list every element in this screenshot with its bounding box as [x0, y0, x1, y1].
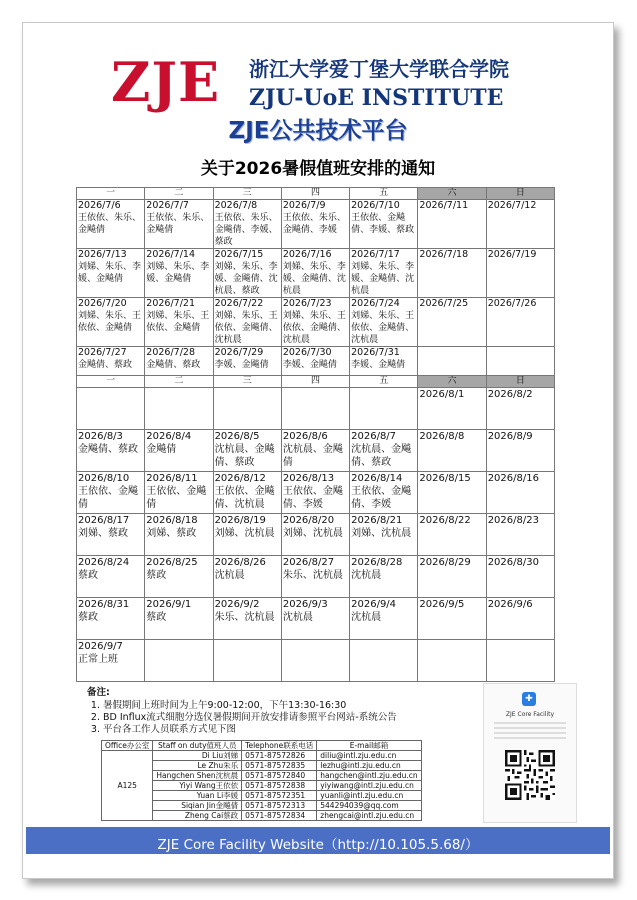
calendar-day-cell [145, 640, 213, 682]
calendar-day-cell [77, 249, 145, 298]
notes-list [87, 700, 397, 736]
staff-phone: 0571-87572838 [242, 781, 317, 791]
calendar-date: 2026/8/4 [146, 431, 192, 442]
calendar-date: 2026/8/24 [78, 557, 130, 568]
calendar-day-cell [213, 298, 281, 347]
weekday-header: 四 [281, 376, 349, 388]
duty-staff-names: 沈杭晨、金飚倩、蔡政 [214, 444, 275, 468]
calendar-week-row [77, 598, 555, 640]
calendar-date: 2026/7/11 [419, 200, 469, 211]
calendar-date: 2026/8/12 [214, 473, 266, 484]
qr-card-text-placeholder [494, 722, 566, 742]
calendar-date: 2026/9/3 [282, 599, 328, 610]
calendar-day-cell [145, 430, 213, 472]
calendar-date: 2026/8/31 [78, 599, 130, 610]
platform-title: ZJE公共技术平台 [228, 118, 408, 144]
calendar-date: 2026/8/29 [419, 557, 471, 568]
duty-staff-names: 王依依、朱乐、金飚倩、李媛、蔡政 [214, 213, 278, 247]
weekday-header: 五 [350, 376, 418, 388]
staff-phone: 0571-87572826 [242, 751, 317, 761]
calendar-date: 2026/7/26 [487, 298, 537, 309]
institute-name-cn: 浙江大学爱丁堡大学联合学院 [249, 57, 509, 81]
calendar-date: 2026/8/25 [146, 557, 198, 568]
calendar-date: 2026/7/24 [351, 298, 400, 309]
calendar-day-cell [281, 598, 349, 640]
calendar-date: 2026/8/9 [487, 431, 533, 442]
calendar-date: 2026/7/7 [146, 200, 189, 211]
staff-email[interactable]: zhengcai@intl.zju.edu.cn [317, 811, 421, 821]
weekday-header: 四 [281, 188, 349, 200]
duty-staff-names: 王依依、朱乐、金飚倩 [146, 213, 210, 235]
calendar-day-cell [77, 598, 145, 640]
duty-staff-names: 沈杭晨、金飚倩、蔡政 [351, 444, 412, 468]
calendar-day-cell [281, 298, 349, 347]
duty-staff-names: 李媛、金飚倩 [214, 360, 269, 370]
calendar-day-cell [77, 388, 145, 430]
calendar-date: 2026/7/22 [214, 298, 264, 309]
duty-staff-names: 刘娣、朱乐、李媛、金飚倩、沈杭晨 [351, 262, 415, 296]
calendar-day-cell [213, 249, 281, 298]
calendar-date: 2026/7/16 [282, 249, 332, 260]
staff-phone: 0571-87572313 [242, 801, 317, 811]
calendar-day-cell [486, 640, 554, 682]
office-cell: A125 [102, 751, 153, 821]
calendar-date: 2026/8/17 [78, 515, 130, 526]
duty-staff-names: 刘娣、朱乐、王依依、金飚倩 [146, 311, 210, 333]
staff-phone: 0571-87572840 [242, 771, 317, 781]
staff-phone: 0571-87572351 [242, 791, 317, 801]
calendar-day-cell [350, 598, 418, 640]
staff-email[interactable]: lezhu@intl.zju.edu.cn [317, 761, 421, 771]
duty-staff-names: 蔡政 [146, 570, 167, 581]
duty-staff-names: 蔡政 [78, 612, 98, 623]
calendar-week-row [77, 200, 555, 249]
calendar-day-cell [281, 640, 349, 682]
institute-name-en: ZJU-UoE INSTITUTE [249, 85, 504, 111]
calendar-day-cell [77, 640, 145, 682]
calendar-day-cell [145, 514, 213, 556]
weekday-header-weekend: 六 [418, 188, 486, 200]
calendar-date: 2026/8/8 [419, 431, 465, 442]
calendar-day-cell [145, 598, 213, 640]
calendar-date: 2026/7/28 [146, 347, 195, 358]
calendar-day-cell [418, 388, 486, 430]
calendar-date: 2026/7/25 [419, 298, 469, 309]
calendar-day-cell [418, 249, 486, 298]
staff-header-row [102, 741, 422, 751]
staff-name: Siqian Jin金飚倩 [153, 801, 242, 811]
staff-row [102, 751, 422, 761]
duty-staff-names: 刘娣、沈杭晨 [282, 528, 343, 539]
calendar-week-row [77, 249, 555, 298]
calendar-date: 2026/7/21 [146, 298, 195, 309]
weekday-header: 一 [77, 376, 145, 388]
calendar-day-cell [281, 200, 349, 249]
calendar-day-cell [350, 430, 418, 472]
calendar-day-cell [213, 472, 281, 514]
weekday-header-weekend: 日 [486, 376, 554, 388]
calendar-day-cell [350, 472, 418, 514]
calendar-date: 2026/9/1 [146, 599, 192, 610]
duty-staff-names: 李媛、金飚倩 [351, 360, 406, 370]
calendar-date: 2026/8/28 [351, 557, 403, 568]
calendar-day-cell [213, 200, 281, 249]
calendar-day-cell [213, 514, 281, 556]
weekday-header: 五 [350, 188, 418, 200]
note-item: 1. 暑假期间上班时间为上午9:00-12:00，下午13:30-16:30 [103, 700, 397, 712]
duty-staff-names: 刘娣、沈杭晨 [351, 528, 412, 539]
calendar-day-cell [418, 472, 486, 514]
calendar-day-cell [77, 556, 145, 598]
calendar-date: 2026/9/6 [487, 599, 533, 610]
calendar-day-cell [350, 249, 418, 298]
duty-staff-names: 刘娣、朱乐、李媛、金飚倩 [78, 262, 142, 284]
calendar-date: 2026/7/14 [146, 249, 195, 260]
calendar-date: 2026/9/4 [351, 599, 397, 610]
duty-staff-names: 沈杭晨 [351, 612, 382, 623]
staff-header: E-mail邮箱 [317, 741, 421, 751]
calendar-date: 2026/7/30 [282, 347, 332, 358]
staff-phone: 0571-87572835 [242, 761, 317, 771]
staff-email[interactable]: diliu@intl.zju.edu.cn [317, 751, 421, 761]
calendar-date: 2026/8/30 [487, 557, 539, 568]
staff-name: Zheng Cai蔡政 [153, 811, 242, 821]
calendar-day-cell [213, 640, 281, 682]
calendar-day-cell [213, 556, 281, 598]
calendar-day-cell [486, 200, 554, 249]
calendar-day-cell [418, 556, 486, 598]
calendar-date: 2026/8/1 [419, 389, 465, 400]
calendar-date: 2026/8/26 [214, 557, 266, 568]
calendar-day-cell [418, 640, 486, 682]
calendar-day-cell [281, 249, 349, 298]
calendar-day-cell [281, 514, 349, 556]
staff-header: Office办公室 [102, 741, 153, 751]
duty-staff-names: 刘娣、蔡政 [78, 528, 128, 539]
duty-staff-names: 刘娣、朱乐、王依依、金飚倩 [78, 311, 142, 333]
facility-app-icon: ✚ [522, 692, 536, 706]
weekday-header: 二 [145, 376, 213, 388]
duty-staff-names: 王依依、金飚倩 [146, 486, 207, 510]
staff-email[interactable]: 544294039@qq.com [317, 801, 421, 811]
calendar-day-cell [77, 298, 145, 347]
calendar-day-cell [486, 249, 554, 298]
staff-header: Telephone联系电话 [242, 741, 317, 751]
calendar-week-row [77, 298, 555, 347]
staff-email[interactable]: yuanli@intl.zju.edu.cn [317, 791, 421, 801]
note-item: 3. 平台各工作人员联系方式见下图 [103, 724, 397, 736]
weekday-header: 三 [213, 376, 281, 388]
duty-staff-names: 蔡政 [78, 570, 98, 581]
duty-staff-names: 金飚倩 [146, 444, 177, 455]
duty-staff-names: 沈杭晨 [351, 570, 382, 581]
calendar-day-cell [486, 430, 554, 472]
weekday-header-row [77, 188, 555, 200]
calendar-day-cell [418, 514, 486, 556]
duty-staff-names: 王依依、朱乐、金飚倩、李媛 [282, 213, 346, 235]
duty-staff-names: 李媛、金飚倩 [282, 360, 337, 370]
calendar-date: 2026/7/27 [78, 347, 127, 358]
calendar-date: 2026/8/5 [214, 431, 260, 442]
calendar-date: 2026/9/5 [419, 599, 465, 610]
weekday-header-weekend: 六 [418, 376, 486, 388]
calendar-day-cell [486, 598, 554, 640]
calendar-date: 2026/8/20 [282, 515, 335, 526]
calendar-date: 2026/8/22 [419, 515, 471, 526]
calendar-week-row [77, 514, 555, 556]
calendar-date: 2026/7/9 [282, 200, 326, 211]
calendar-date: 2026/8/13 [282, 473, 335, 484]
calendar-date: 2026/8/2 [487, 389, 533, 400]
duty-staff-names: 刘娣、沈杭晨 [214, 528, 275, 539]
calendar-day-cell [281, 430, 349, 472]
weekday-header-weekend: 日 [486, 188, 554, 200]
calendar-date: 2026/8/23 [487, 515, 539, 526]
calendar-day-cell [418, 200, 486, 249]
calendar-day-cell [77, 200, 145, 249]
duty-staff-names: 刘娣、朱乐、王依依、金飚倩、沈杭晨 [351, 311, 415, 345]
zje-logo: ZJE [111, 50, 221, 114]
calendar-day-cell [281, 472, 349, 514]
staff-header: Staff on duty值班人员 [153, 741, 242, 751]
duty-staff-names: 刘娣、朱乐、李媛、金飚倩、沈杭晨 [282, 262, 346, 296]
calendar-date: 2026/7/23 [282, 298, 332, 309]
calendar-day-cell [145, 249, 213, 298]
calendar-date: 2026/8/3 [78, 431, 123, 442]
calendar-day-cell [486, 298, 554, 347]
calendar-week-row [77, 556, 555, 598]
duty-staff-names: 刘娣、蔡政 [146, 528, 197, 539]
weekday-header-row [77, 376, 555, 388]
calendar-date: 2026/8/11 [146, 473, 198, 484]
calendar-date: 2026/7/6 [78, 200, 121, 211]
calendar-day-cell [350, 388, 418, 430]
duty-staff-names: 王依依、朱乐、金飚倩 [78, 213, 142, 235]
duty-staff-names: 蔡政 [146, 612, 167, 623]
qr-card-title: ZJE Core Facility [505, 711, 555, 718]
qr-card [483, 683, 577, 823]
calendar-date: 2026/7/8 [214, 200, 258, 211]
duty-staff-names: 王依依、金飚倩 [78, 486, 138, 510]
footer-banner [26, 827, 610, 854]
calendar-day-cell [350, 200, 418, 249]
duty-staff-names: 朱乐、沈杭晨 [214, 612, 275, 623]
duty-staff-names: 王依依、金飚倩、李媛 [351, 486, 412, 510]
calendar-date: 2026/7/12 [487, 200, 537, 211]
calendar-day-cell [213, 430, 281, 472]
notice-title: 关于2026暑假值班安排的通知 [200, 159, 436, 179]
staff-contact-table [101, 740, 422, 821]
calendar-date: 2026/7/18 [419, 249, 469, 260]
calendar-date: 2026/9/2 [214, 599, 260, 610]
calendar-day-cell [486, 472, 554, 514]
calendar-day-cell [145, 472, 213, 514]
duty-staff-names: 朱乐、沈杭晨 [282, 570, 343, 581]
duty-staff-names: 沈杭晨、金飚倩 [282, 444, 343, 468]
calendar-date: 2026/9/7 [78, 641, 123, 652]
staff-name: Yuan Li李媛 [153, 791, 242, 801]
calendar-day-cell [77, 514, 145, 556]
duty-staff-names: 刘娣、朱乐、李媛、金飚倩 [146, 262, 210, 284]
calendar-day-cell [350, 298, 418, 347]
notice-page [22, 22, 614, 879]
weekday-header: 三 [213, 188, 281, 200]
calendar-date: 2026/8/18 [146, 515, 198, 526]
calendar-date: 2026/8/6 [282, 431, 328, 442]
calendar-day-cell [281, 556, 349, 598]
calendar-day-cell [418, 598, 486, 640]
staff-name: Yiyi Wang王依依 [153, 781, 242, 791]
calendar-week-row [77, 430, 555, 472]
calendar-day-cell [213, 598, 281, 640]
calendar-week-row [77, 388, 555, 430]
calendar-date: 2026/8/10 [78, 473, 130, 484]
staff-phone: 0571-87572834 [242, 811, 317, 821]
calendar-week-row [77, 472, 555, 514]
calendar-date: 2026/7/13 [78, 249, 127, 260]
staff-email[interactable]: yiyiwang@intl.zju.edu.cn [317, 781, 421, 791]
august-duty-calendar [76, 375, 555, 682]
calendar-date: 2026/8/27 [282, 557, 335, 568]
calendar-day-cell [418, 430, 486, 472]
duty-staff-names: 正常上班 [78, 654, 118, 665]
weekday-header: 一 [77, 188, 145, 200]
calendar-date: 2026/8/21 [351, 515, 403, 526]
calendar-day-cell [145, 556, 213, 598]
calendar-date: 2026/7/20 [78, 298, 127, 309]
duty-staff-names: 沈杭晨 [214, 570, 245, 581]
duty-staff-names: 金飚倩、蔡政 [78, 444, 138, 455]
staff-name: Hangchen Shen沈杭晨 [153, 771, 242, 781]
notes-heading: 备注: [87, 687, 110, 698]
qr-code-icon [505, 750, 555, 800]
calendar-date: 2026/8/14 [351, 473, 403, 484]
calendar-day-cell [486, 388, 554, 430]
calendar-date: 2026/8/7 [351, 431, 397, 442]
weekday-header: 二 [145, 188, 213, 200]
calendar-date: 2026/7/31 [351, 347, 400, 358]
duty-staff-names: 王依依、金飚倩、李媛、蔡政 [351, 213, 415, 235]
calendar-day-cell [486, 556, 554, 598]
note-item: 2. BD Influx流式细胞分选仪暑假期间开放安排请参照平台网站-系统公告 [103, 712, 397, 724]
duty-staff-names: 金飚倩、蔡政 [146, 360, 201, 370]
calendar-date: 2026/8/15 [419, 473, 471, 484]
duty-staff-names: 刘娣、朱乐、李媛、金飚倩、沈杭晨、蔡政 [214, 262, 278, 296]
july-duty-calendar [76, 187, 555, 388]
calendar-date: 2026/7/29 [214, 347, 264, 358]
duty-staff-names: 刘娣、朱乐、王依依、金飚倩、沈杭晨 [214, 311, 278, 345]
calendar-day-cell [486, 514, 554, 556]
calendar-date: 2026/7/19 [487, 249, 537, 260]
calendar-week-row [77, 640, 555, 682]
staff-name: Le Zhu朱乐 [153, 761, 242, 771]
calendar-day-cell [145, 298, 213, 347]
calendar-date: 2026/8/16 [487, 473, 539, 484]
calendar-day-cell [145, 200, 213, 249]
notes-section [87, 687, 397, 736]
calendar-day-cell [350, 556, 418, 598]
calendar-day-cell [350, 640, 418, 682]
duty-staff-names: 刘娣、朱乐、王依依、金飚倩、沈杭晨 [282, 311, 346, 345]
duty-staff-names: 王依依、金飚倩、沈杭晨 [214, 486, 275, 510]
calendar-day-cell [213, 388, 281, 430]
calendar-date: 2026/7/17 [351, 249, 400, 260]
duty-staff-names: 王依依、金飚倩、李媛 [282, 486, 343, 510]
duty-staff-names: 金飚倩、蔡政 [78, 360, 133, 370]
calendar-day-cell [77, 472, 145, 514]
calendar-day-cell [418, 298, 486, 347]
duty-staff-names: 沈杭晨 [282, 612, 313, 623]
staff-name: Di Liu刘娣 [153, 751, 242, 761]
calendar-date: 2026/7/10 [351, 200, 400, 211]
calendar-day-cell [350, 514, 418, 556]
calendar-date: 2026/8/19 [214, 515, 266, 526]
calendar-day-cell [145, 388, 213, 430]
staff-email[interactable]: hangchen@intl.zju.edu.cn [317, 771, 421, 781]
calendar-date: 2026/7/15 [214, 249, 264, 260]
calendar-day-cell [77, 430, 145, 472]
footer-website-link[interactable]: ZJE Core Facility Website（http://10.105.5.68/） [157, 837, 479, 853]
calendar-day-cell [281, 388, 349, 430]
